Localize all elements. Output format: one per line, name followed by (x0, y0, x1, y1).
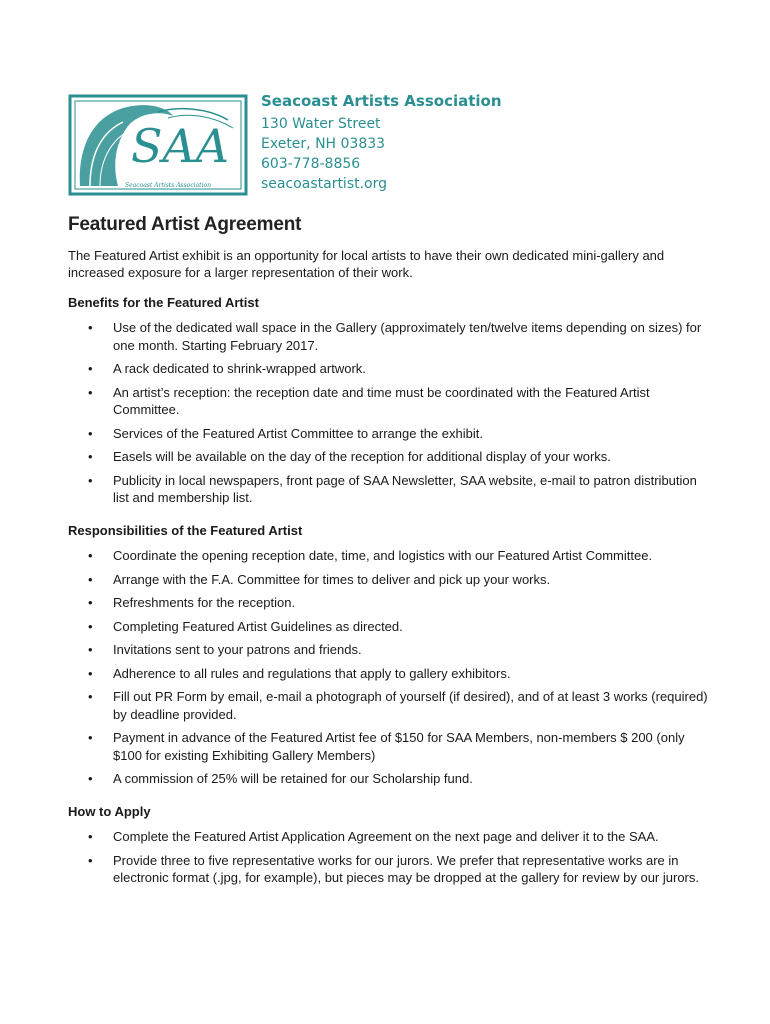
intro-paragraph: The Featured Artist exhibit is an opportunity for local artists to have their own dedicated mini-gallery and increased exposure for a larger representation of their work. (68, 247, 665, 280)
bullet-icon: • (88, 361, 93, 376)
bullet-icon: • (88, 595, 93, 610)
address-line-2: Exeter, NH 03833 (261, 136, 386, 152)
list-item: • Publicity in local newspapers, front page of SAA Newsletter, SAA website, e-mail to patron distribution list and membership list. (88, 472, 697, 505)
how-to-apply-section (68, 803, 708, 887)
bullet-icon: • (88, 384, 93, 400)
page-title: Featured Artist Agreement (68, 214, 302, 235)
bullet-icon: • (88, 548, 93, 563)
list-item: • Use of the dedicated wall space in the Gallery (approximately ten/twelve items depending on sizes) for one month. Starting February 2017. (88, 320, 702, 353)
bullet-icon: • (88, 571, 93, 587)
responsibilities-list (68, 547, 708, 788)
list-item: • Adherence to all rules and regulations that apply to gallery exhibitors. (88, 665, 511, 681)
list-item: • An artist’s reception: the reception date and time must be coordinated with the Featured Artist Committee. (88, 384, 650, 417)
bullet-icon: • (88, 665, 93, 681)
how-to-apply-list (68, 828, 708, 887)
document-body (68, 216, 708, 902)
list-item: • Payment in advance of the Featured Artist fee of $150 for SAA Members, non-members $ 200 (only $100 for existing Exhibiting Gallery Members) (88, 730, 685, 763)
list-item: • A rack dedicated to shrink-wrapped artwork. (88, 361, 366, 376)
list-item: • A commission of 25% will be retained for our Scholarship fund. (88, 771, 473, 786)
logo-text: SAA (131, 119, 229, 173)
org-contact-block (261, 92, 502, 194)
list-item: • Complete the Featured Artist Application Agreement on the next page and deliver it to the SAA. (88, 829, 659, 844)
address-line-1: 130 Water Street (261, 116, 381, 132)
benefits-list (68, 319, 708, 507)
benefits-section (68, 294, 708, 507)
bullet-icon: • (88, 771, 93, 786)
list-item: • Refreshments for the reception. (88, 595, 296, 610)
bullet-icon: • (88, 642, 93, 657)
phone-number: 603-778-8856 (261, 156, 361, 172)
saa-logo (68, 94, 248, 196)
bullet-icon: • (88, 449, 93, 464)
logo-subtext: Seacoast Artists Association (125, 182, 211, 189)
bullet-icon: • (88, 689, 93, 704)
list-item: • Services of the Featured Artist Committee to arrange the exhibit. (88, 425, 483, 441)
responsibilities-section (68, 522, 708, 788)
list-item: • Coordinate the opening reception date, time, and logistics with our Featured Artist Committee. (88, 548, 653, 563)
list-item: • Easels will be available on the day of the reception for additional display of your works. (88, 449, 611, 464)
bullet-icon: • (88, 425, 93, 441)
how-to-apply-heading: How to Apply (68, 803, 151, 819)
list-item: • Invitations sent to your patrons and friends. (88, 642, 362, 657)
list-item: • Fill out PR Form by email, e-mail a photograph of yourself (if desired), and of at least 3 works (required) by deadline provided. (88, 689, 708, 722)
bullet-icon: • (88, 829, 93, 844)
benefits-heading: Benefits for the Featured Artist (68, 294, 259, 310)
list-item: • Arrange with the F.A. Committee for times to deliver and pick up your works. (88, 571, 551, 587)
bullet-icon: • (88, 320, 93, 335)
bullet-icon: • (88, 472, 93, 488)
bullet-icon: • (88, 618, 93, 634)
org-name: Seacoast Artists Association (261, 92, 502, 110)
website-link[interactable]: seacoastartist.org (261, 176, 388, 192)
list-item: • Completing Featured Artist Guidelines as directed. (88, 618, 403, 634)
bullet-icon: • (88, 852, 93, 868)
list-item: • Provide three to five representative works for our jurors. We prefer that representative works are in electronic format (.jpg, for example), but pieces may be dropped at the gallery for review by our jurors. (88, 852, 699, 885)
responsibilities-heading: Responsibilities of the Featured Artist (68, 522, 303, 538)
bullet-icon: • (88, 730, 93, 745)
